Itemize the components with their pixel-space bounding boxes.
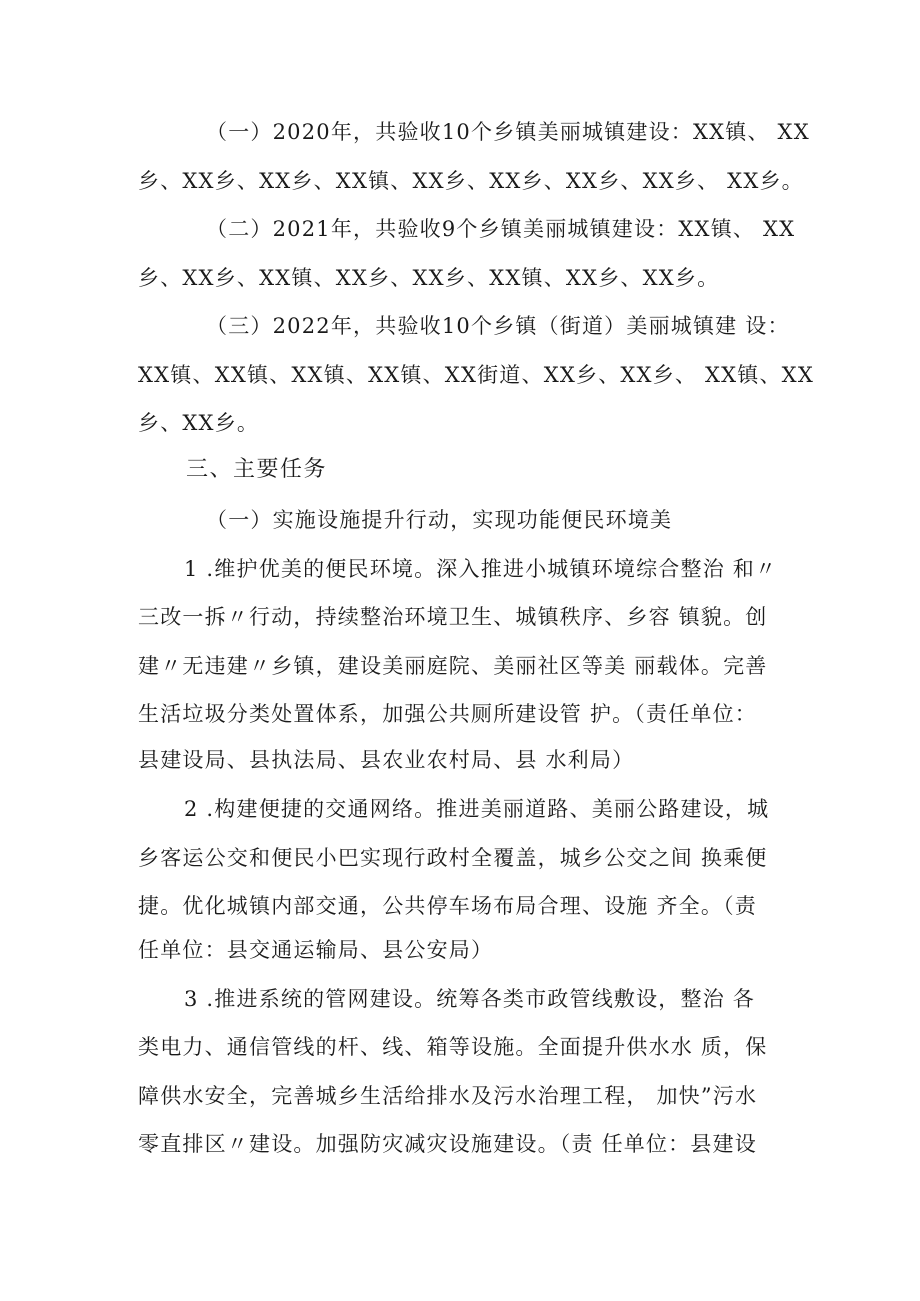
paragraph-line: 乡、XX乡、XX镇、XX乡、XX乡、XX镇、XX乡、XX乡。 bbox=[138, 266, 720, 290]
paragraph-line: 乡、XX乡、XX乡、XX镇、XX乡、XX乡、XX乡、XX乡、 XX乡。 bbox=[138, 169, 804, 193]
paragraph-line: 生活垃圾分类处置体系，加强公共厕所建设管 护。（责任单位： bbox=[138, 702, 757, 726]
paragraph-line: 3 .推进系统的管网建设。统筹各类市政管线敷设，整治 各 bbox=[184, 987, 755, 1011]
paragraph-line: 类电力、通信管线的杆、线、箱等设施。全面提升供水水 质，保 bbox=[138, 1035, 768, 1059]
section-heading: 三、主要任务 bbox=[186, 457, 328, 482]
paragraph-line: 县建设局、县执法局、县农业农村局、县 水利局） bbox=[138, 748, 635, 772]
paragraph-line: （一）2020年，共验收10个乡镇美丽城镇建设：XX镇、 XX bbox=[206, 120, 810, 144]
paragraph-line: 捷。优化城镇内部交通，公共停车场布局合理、设施 齐全。（责 bbox=[138, 894, 757, 918]
paragraph-line: 建〃无违建〃乡镇，建设美丽庭院、美丽社区等美 丽载体。完善 bbox=[138, 654, 768, 678]
paragraph-line: XX镇、XX镇、XX镇、XX镇、XX街道、XX乡、XX乡、 XX镇、XX bbox=[138, 363, 814, 387]
paragraph-line: 2 .构建便捷的交通网络。推进美丽道路、美丽公路建设，城 bbox=[184, 797, 770, 821]
paragraph-line: 乡客运公交和便民小巴实现行政村全覆盖，城乡公交之间 换乘便 bbox=[138, 846, 768, 870]
paragraph-line: 1 .维护优美的便民环境。深入推进小城镇环境综合整治 和〃 bbox=[184, 557, 778, 581]
subheading: （一）实施设施提升行动，实现功能便民环境美 bbox=[206, 508, 673, 532]
paragraph-line: （二）2021年，共验收9个乡镇美丽城镇建设：XX镇、 XX bbox=[206, 217, 796, 241]
paragraph-line: 零直排区〃建设。加强防灾减灾设施建设。（责 任单位：县建设 bbox=[138, 1132, 757, 1156]
paragraph-line: 三改一拆〃行动，持续整治环境卫生、城镇秩序、乡容 镇貌。创 bbox=[138, 605, 768, 629]
paragraph-line: （三）2022年，共验收10个乡镇（街道）美丽城镇建 设： bbox=[206, 314, 790, 338]
paragraph-line: 乡、XX乡。 bbox=[138, 411, 260, 435]
paragraph-line: 障供水安全，完善城乡生活给排水及污水治理工程， 加快”污水 bbox=[138, 1084, 758, 1108]
paragraph-line: 任单位：县交通运输局、县公安局） bbox=[138, 938, 494, 962]
